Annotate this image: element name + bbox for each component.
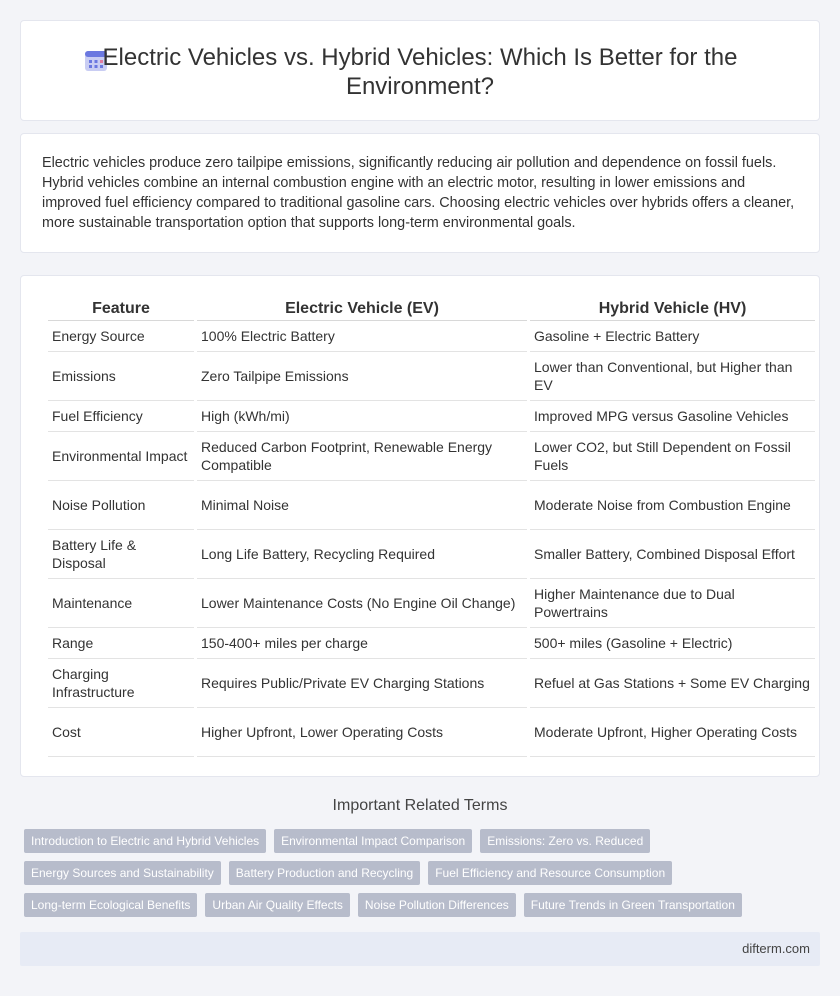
feature-cell: Environmental Impact — [48, 432, 194, 481]
related-term-tag[interactable]: Battery Production and Recycling — [229, 861, 420, 885]
hv-cell: Higher Maintenance due to Dual Powertrains — [530, 579, 815, 628]
hv-cell: Moderate Upfront, Higher Operating Costs — [530, 708, 815, 757]
intro-paragraph: Electric vehicles produce zero tailpipe emissions, significantly reducing air pollution and dependence on fossil fuels. Hybrid vehicles combine an internal combustion engine with an electric motor, resulting in lower emissions and improved fuel efficiency compared to traditional gasoline cars. Choosing electric vehicles over hybrids offers a cleaner, more sustainable transportation option that supports long-term environmental goals. — [42, 155, 795, 231]
ev-cell: 100% Electric Battery — [197, 321, 527, 352]
table-row — [48, 628, 815, 659]
related-term-tag[interactable]: Noise Pollution Differences — [358, 893, 516, 917]
feature-cell: Maintenance — [48, 579, 194, 628]
related-term-tag[interactable]: Urban Air Quality Effects — [205, 893, 350, 917]
table-row — [48, 321, 815, 352]
feature-cell: Range — [48, 628, 194, 659]
hv-cell: Smaller Battery, Combined Disposal Effort — [530, 530, 815, 579]
comparison-card — [20, 275, 820, 777]
comparison-table — [45, 294, 818, 757]
column-header: Hybrid Vehicle (HV) — [530, 294, 815, 321]
tag-row — [24, 861, 804, 885]
table-row — [48, 352, 815, 401]
related-term-tag[interactable]: Long-term Ecological Benefits — [24, 893, 197, 917]
ev-cell: Lower Maintenance Costs (No Engine Oil Change) — [197, 579, 527, 628]
related-term-tag[interactable]: Emissions: Zero vs. Reduced — [480, 829, 650, 853]
hv-cell: Lower than Conventional, but Higher than EV — [530, 352, 815, 401]
ev-cell: 150-400+ miles per charge — [197, 628, 527, 659]
column-header: Electric Vehicle (EV) — [197, 294, 527, 321]
related-term-tag[interactable]: Energy Sources and Sustainability — [24, 861, 221, 885]
hv-cell: Improved MPG versus Gasoline Vehicles — [530, 401, 815, 432]
feature-cell: Charging Infrastructure — [48, 659, 194, 708]
feature-cell: Energy Source — [48, 321, 194, 352]
hv-cell: Gasoline + Electric Battery — [530, 321, 815, 352]
related-terms — [24, 829, 804, 925]
intro-card — [20, 133, 820, 253]
related-term-tag[interactable]: Future Trends in Green Transportation — [524, 893, 742, 917]
ev-cell: Minimal Noise — [197, 481, 527, 530]
feature-cell: Noise Pollution — [48, 481, 194, 530]
hv-cell: Refuel at Gas Stations + Some EV Charging — [530, 659, 815, 708]
footer — [20, 932, 820, 966]
table-header-row — [48, 294, 815, 321]
ev-cell: Requires Public/Private EV Charging Stations — [197, 659, 527, 708]
related-term-tag[interactable]: Fuel Efficiency and Resource Consumption — [428, 861, 672, 885]
table-row — [48, 401, 815, 432]
feature-cell: Fuel Efficiency — [48, 401, 194, 432]
table-row — [48, 708, 815, 757]
related-term-tag[interactable]: Environmental Impact Comparison — [274, 829, 472, 853]
tag-row — [24, 893, 804, 917]
ev-cell: Long Life Battery, Recycling Required — [197, 530, 527, 579]
table-row — [48, 659, 815, 708]
related-terms-title: Important Related Terms — [332, 797, 508, 814]
table-row — [48, 432, 815, 481]
feature-cell: Battery Life & Disposal — [48, 530, 194, 579]
hv-cell: Lower CO2, but Still Dependent on Fossil Fuels — [530, 432, 815, 481]
tag-row — [24, 829, 804, 853]
related-term-tag[interactable]: Introduction to Electric and Hybrid Vehicles — [24, 829, 266, 853]
footer-site: difterm.com — [742, 941, 810, 956]
feature-cell: Emissions — [48, 352, 194, 401]
column-header: Feature — [48, 294, 194, 321]
hv-cell: 500+ miles (Gasoline + Electric) — [530, 628, 815, 659]
header-card — [20, 20, 820, 121]
ev-cell: Higher Upfront, Lower Operating Costs — [197, 708, 527, 757]
table-row — [48, 579, 815, 628]
ev-cell: High (kWh/mi) — [197, 401, 527, 432]
hv-cell: Moderate Noise from Combustion Engine — [530, 481, 815, 530]
page-title: Electric Vehicles vs. Hybrid Vehicles: Which Is Better for the Environment? — [102, 44, 738, 100]
ev-cell: Zero Tailpipe Emissions — [197, 352, 527, 401]
table-row — [48, 481, 815, 530]
feature-cell: Cost — [48, 708, 194, 757]
table-row — [48, 530, 815, 579]
ev-cell: Reduced Carbon Footprint, Renewable Energy Compatible — [197, 432, 527, 481]
